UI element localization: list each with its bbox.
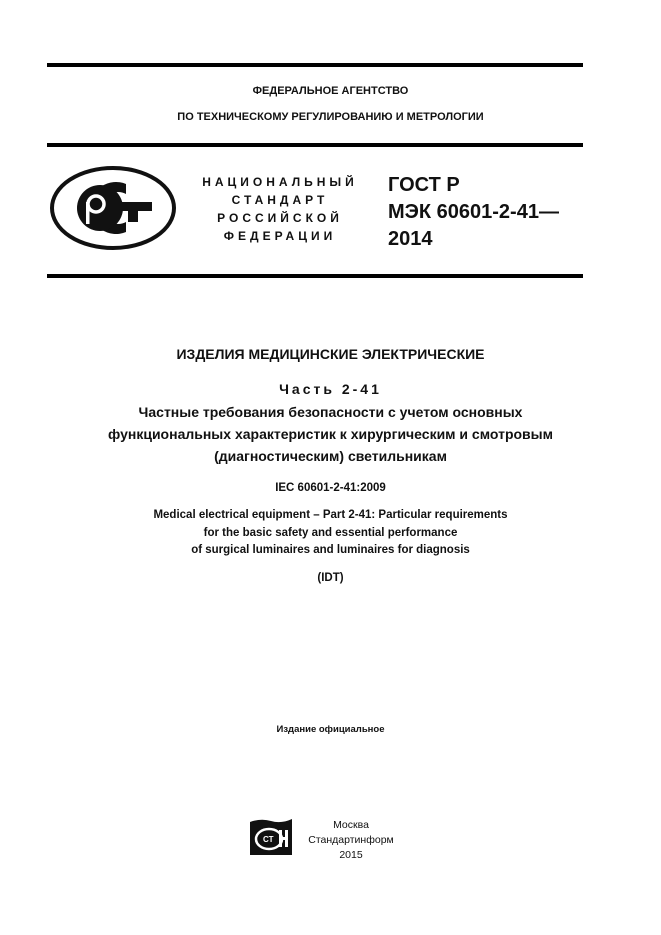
- english-title: [0, 507, 661, 560]
- publication-year: 2015: [339, 849, 363, 861]
- designation-line: МЭК 60601-2-41—: [388, 201, 559, 223]
- publisher-city: Москва: [333, 819, 369, 831]
- header-bottom-rule: [47, 274, 583, 278]
- document-title: ИЗДЕЛИЯ МЕДИЦИНСКИЕ ЭЛЕКТРИЧЕСКИЕ: [176, 346, 485, 362]
- part-number: Часть 2-41: [279, 381, 382, 397]
- english-title-line: Medical electrical equipment – Part 2-41: Particular requirements: [153, 509, 508, 521]
- subtitle: [0, 401, 661, 467]
- standard-designation: [388, 172, 559, 253]
- national-standard-line: РОССИЙСКОЙ: [217, 211, 343, 225]
- national-standard-line: СТАНДАРТ: [231, 193, 329, 207]
- subtitle-line: (диагностическим) светильникам: [214, 448, 447, 464]
- iec-reference: IEC 60601-2-41:2009: [275, 482, 386, 494]
- english-title-line: of surgical luminaires and luminaires for diagnosis: [191, 544, 470, 556]
- top-rule: [47, 63, 583, 67]
- gost-r-logo-icon: [48, 164, 178, 252]
- designation-line: 2014: [388, 228, 433, 250]
- standartinform-logo-icon: [249, 818, 293, 856]
- english-title-line: for the basic safety and essential performance: [203, 526, 458, 539]
- publisher-name: Стандартинформ: [308, 834, 394, 846]
- edition-label: Издание официальное: [276, 724, 385, 735]
- national-standard-line: ФЕДЕРАЦИИ: [223, 229, 337, 243]
- designation-line: ГОСТ Р: [388, 174, 460, 196]
- agency-line-2: ПО ТЕХНИЧЕСКОМУ РЕГУЛИРОВАНИЮ И МЕТРОЛОГИИ: [177, 111, 484, 123]
- agency-line-1: ФЕДЕРАЛЬНОЕ АГЕНТСТВО: [252, 85, 409, 97]
- svg-text:СТ: СТ: [263, 835, 274, 844]
- subtitle-line: функциональных характеристик к хирургическим и смотровым: [108, 426, 553, 442]
- agency-rule: [47, 143, 583, 147]
- publisher-info: [296, 818, 406, 863]
- national-standard-label: [185, 173, 375, 245]
- national-standard-line: НАЦИОНАЛЬНЫЙ: [202, 175, 358, 189]
- subtitle-line: Частные требования безопасности с учетом основных: [138, 404, 523, 420]
- equivalence-label: (IDT): [317, 572, 344, 584]
